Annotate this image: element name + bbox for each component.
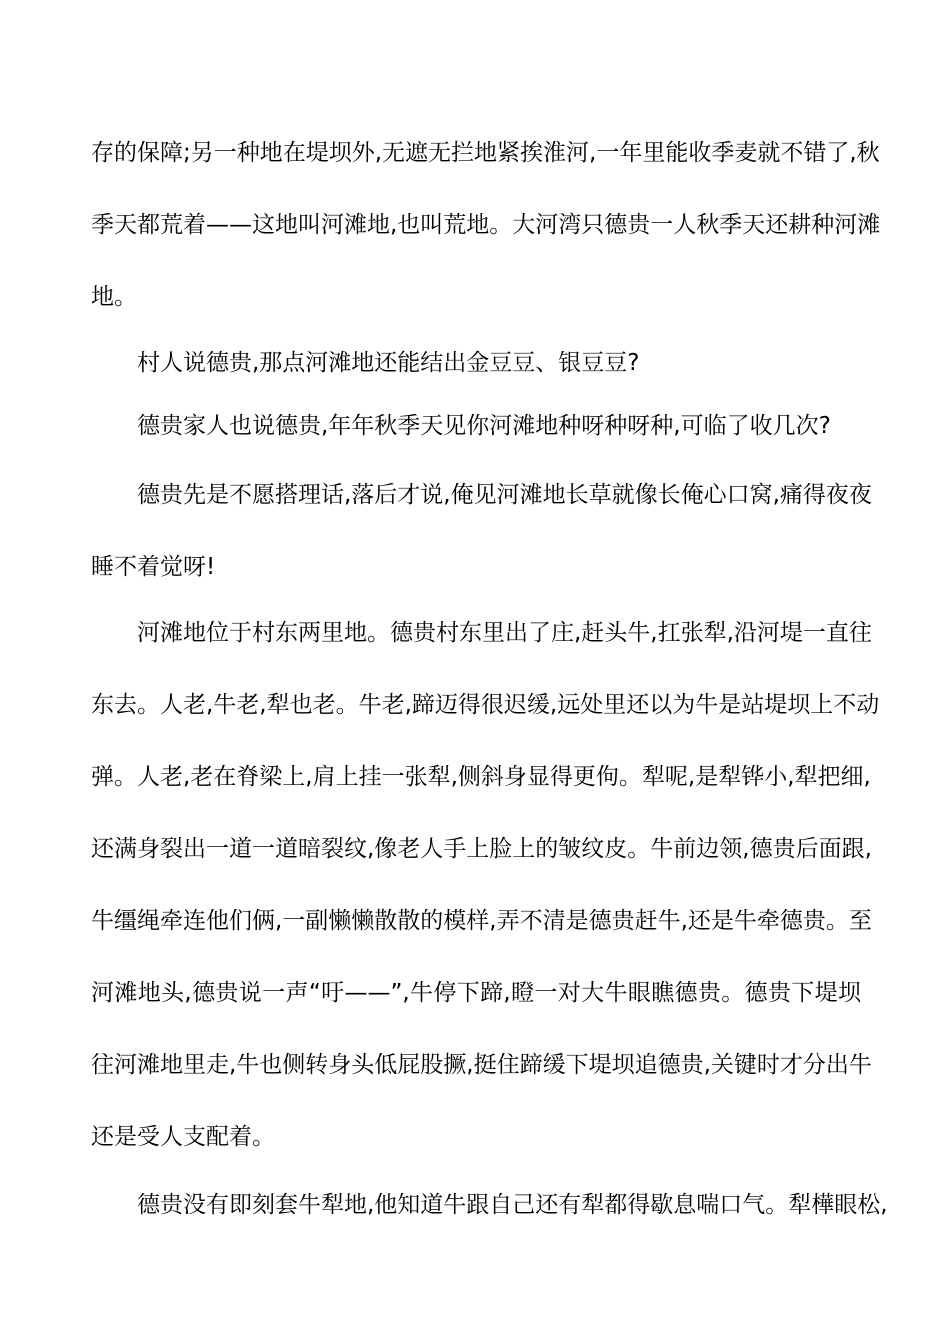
text-line-3: 地。 <box>91 284 137 310</box>
text-line-6: 德贵先是不愿搭理话,落后才说,俺见河滩地长草就像长俺心口窝,痛得夜夜 <box>137 482 872 508</box>
text-line-12: 牛缰绳牵连他们俩,一副懒懒散散的模样,弄不清是德贵赶牛,还是牛牵德贵。至 <box>91 908 872 934</box>
text-line-8: 河滩地位于村东两里地。德贵村东里出了庄,赶头牛,扛张犁,沿河堤一直往 <box>137 620 872 646</box>
text-line-16: 德贵没有即刻套牛犁地,他知道牛跟自己还有犁都得歇息喘口气。犁樺眼松, <box>137 1192 888 1218</box>
text-line-14: 往河滩地里走,牛也侧转身头低屁股撅,挺住蹄缓下堤坝追德贵,关键时才分出牛 <box>91 1052 872 1078</box>
text-line-15: 还是受人支配着。 <box>91 1124 275 1150</box>
text-line-1: 存的保障;另一种地在堤坝外,无遮无拦地紧挨淮河,一年里能收季麦就不错了,秋 <box>91 140 880 166</box>
text-line-4: 村人说德贵,那点河滩地还能结出金豆豆、银豆豆? <box>137 350 640 376</box>
text-line-10: 弹。人老,老在脊梁上,肩上挂一张犁,侧斜身显得更佝。犁呢,是犁铧小,犁把细, <box>91 764 871 790</box>
text-line-9: 东去。人老,牛老,犁也老。牛老,蹄迈得很迟缓,远处里还以为牛是站堤坝上不动 <box>91 692 880 718</box>
text-line-11: 还满身裂出一道一道暗裂纹,像老人手上脸上的皱纹皮。牛前边领,德贵后面跟, <box>91 836 872 862</box>
text-line-5: 德贵家人也说德贵,年年秋季天见你河滩地种呀种呀种,可临了收几次? <box>137 413 831 439</box>
text-line-2: 季天都荒着——这地叫河滩地,也叫荒地。大河湾只德贵一人秋季天还耕种河滩 <box>91 212 881 238</box>
text-line-13: 河滩地头,德贵说一声“吁——”,牛停下蹄,瞪一对大牛眼瞧德贵。德贵下堤坝 <box>91 980 861 1006</box>
text-line-7: 睡不着觉呀! <box>91 554 216 580</box>
